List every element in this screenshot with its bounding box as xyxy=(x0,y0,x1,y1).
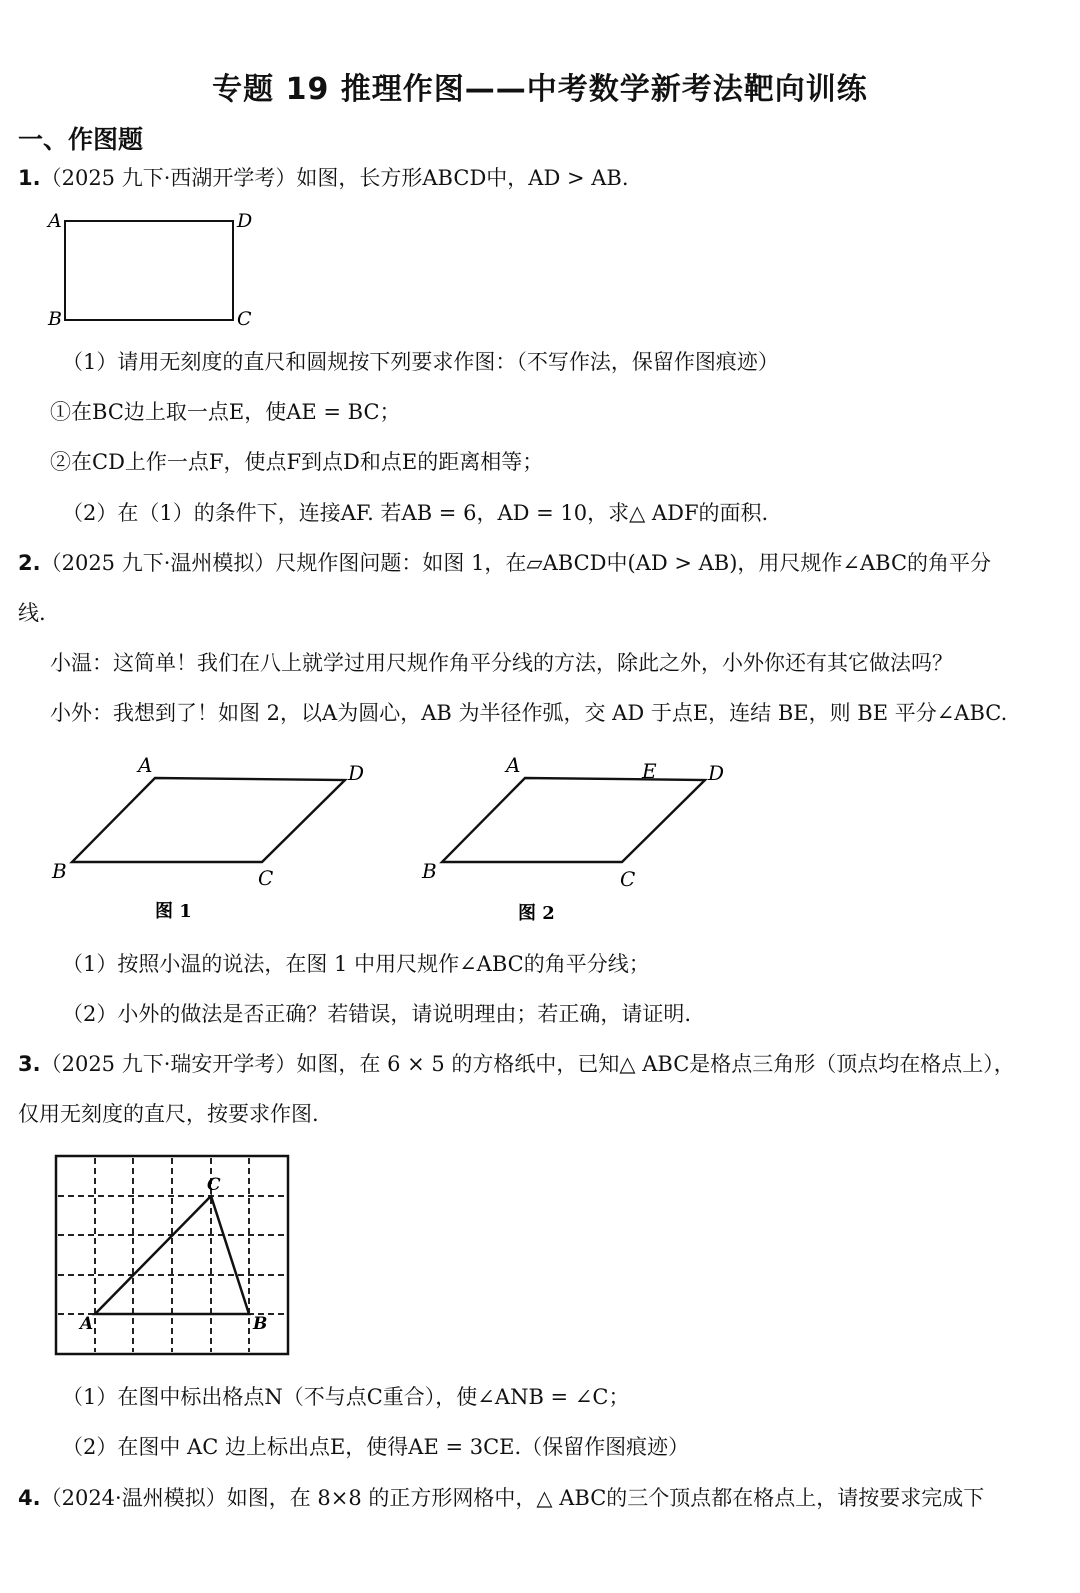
rectangle-abcd xyxy=(65,221,233,320)
fig2-label-b: B xyxy=(422,859,437,883)
q2-stem-b: 线. xyxy=(18,601,46,625)
parallelogram-fig2 xyxy=(442,778,705,862)
q1-part1: （1）请用无刻度的直尺和圆规按下列要求作图：（不写作法，保留作图痕迹） xyxy=(62,350,779,374)
q1-stem: 如图，长方形ABCD中，AD > AB. xyxy=(296,166,629,190)
grid-label-c: C xyxy=(207,1175,221,1195)
section-heading: 一、作图题 xyxy=(18,125,144,154)
q1-sub2: ②在CD上作一点F，使点F到点D和点E的距离相等； xyxy=(50,450,544,474)
q2-figure-2 xyxy=(410,750,750,930)
q1-number: 1. xyxy=(18,166,41,190)
q3-stem-line xyxy=(18,1048,1015,1080)
q3-stem-b: 仅用无刻度的直尺，按要求作图. xyxy=(18,1102,319,1126)
label-a: A xyxy=(48,210,62,232)
q2-number: 2. xyxy=(18,551,41,575)
fig1-caption: 图 1 xyxy=(155,901,192,922)
q3-part1: （1）在图中标出格点N（不与点C重合），使∠ANB = ∠C； xyxy=(62,1385,630,1409)
grid-label-a: A xyxy=(80,1314,94,1334)
fig2-label-e: E xyxy=(642,759,657,783)
q4-stem-line xyxy=(18,1482,984,1514)
q1-source: （2025 九下·西湖开学考） xyxy=(40,166,297,190)
q2-part1: （1）按照小温的说法，在图 1 中用尺规作∠ABC的角平分线； xyxy=(62,952,650,976)
fig1-label-a: A xyxy=(138,753,153,777)
q3-source: （2025 九下·瑞安开学考） xyxy=(40,1052,297,1076)
q1-sub1: ①在BC边上取一点E，使AE = BC； xyxy=(50,400,401,424)
q1-part2: （2）在（1）的条件下，连接AF. 若AB = 6，AD = 10，求△ ADF的面积. xyxy=(62,501,769,525)
label-b: B xyxy=(48,308,62,330)
parallelogram-fig1 xyxy=(72,778,345,862)
grid-label-b: B xyxy=(253,1314,268,1334)
fig2-label-d: D xyxy=(708,761,725,785)
q2-stem-line xyxy=(18,547,991,579)
fig2-caption: 图 2 xyxy=(518,903,555,924)
q1-rectangle-figure xyxy=(40,205,270,335)
q2-source: （2025 九下·温州模拟） xyxy=(40,551,276,575)
label-c: C xyxy=(237,308,252,330)
fig1-label-c: C xyxy=(258,866,274,890)
q3-part2: （2）在图中 AC 边上标出点E，使得AE = 3CE.（保留作图痕迹） xyxy=(62,1435,690,1459)
q4-number: 4. xyxy=(18,1486,41,1510)
q2-dialog-xiaowen: 小温：这简单！我们在八上就学过用尺规作角平分线的方法，除此之外，小外你还有其它做法吗？ xyxy=(50,651,953,675)
q4-stem: 如图，在 8×8 的正方形网格中，△ ABC的三个顶点都在格点上，请按要求完成下 xyxy=(226,1486,985,1510)
q2-dialog-xiaowai: 小外：我想到了！如图 2，以A为圆心，AB 为半径作弧，交 AD 于点E，连结 BE，则 BE 平分∠ABC. xyxy=(50,701,1008,725)
page-title: 专题 19 推理作图——中考数学新考法靶向训练 xyxy=(212,72,868,107)
q2-figure-1 xyxy=(40,750,380,930)
label-d: D xyxy=(237,210,253,232)
q1-stem-line xyxy=(18,162,629,194)
q2-part2: （2）小外的做法是否正确？若错误，请说明理由；若正确，请证明. xyxy=(62,1002,692,1026)
fig2-label-a: A xyxy=(506,753,521,777)
q3-grid-figure xyxy=(52,1152,296,1360)
fig1-label-b: B xyxy=(52,859,67,883)
q2-stem-a: 尺规作图问题：如图 1，在▱ABCD中(AD > AB)，用尺规作∠ABC的角平分 xyxy=(275,551,992,575)
fig2-label-c: C xyxy=(620,867,636,891)
q4-source: （2024·温州模拟） xyxy=(40,1486,227,1510)
q3-stem-a: 如图，在 6 × 5 的方格纸中，已知△ ABC是格点三角形（顶点均在格点上）， xyxy=(296,1052,1015,1076)
q3-number: 3. xyxy=(18,1052,41,1076)
fig1-label-d: D xyxy=(348,761,365,785)
